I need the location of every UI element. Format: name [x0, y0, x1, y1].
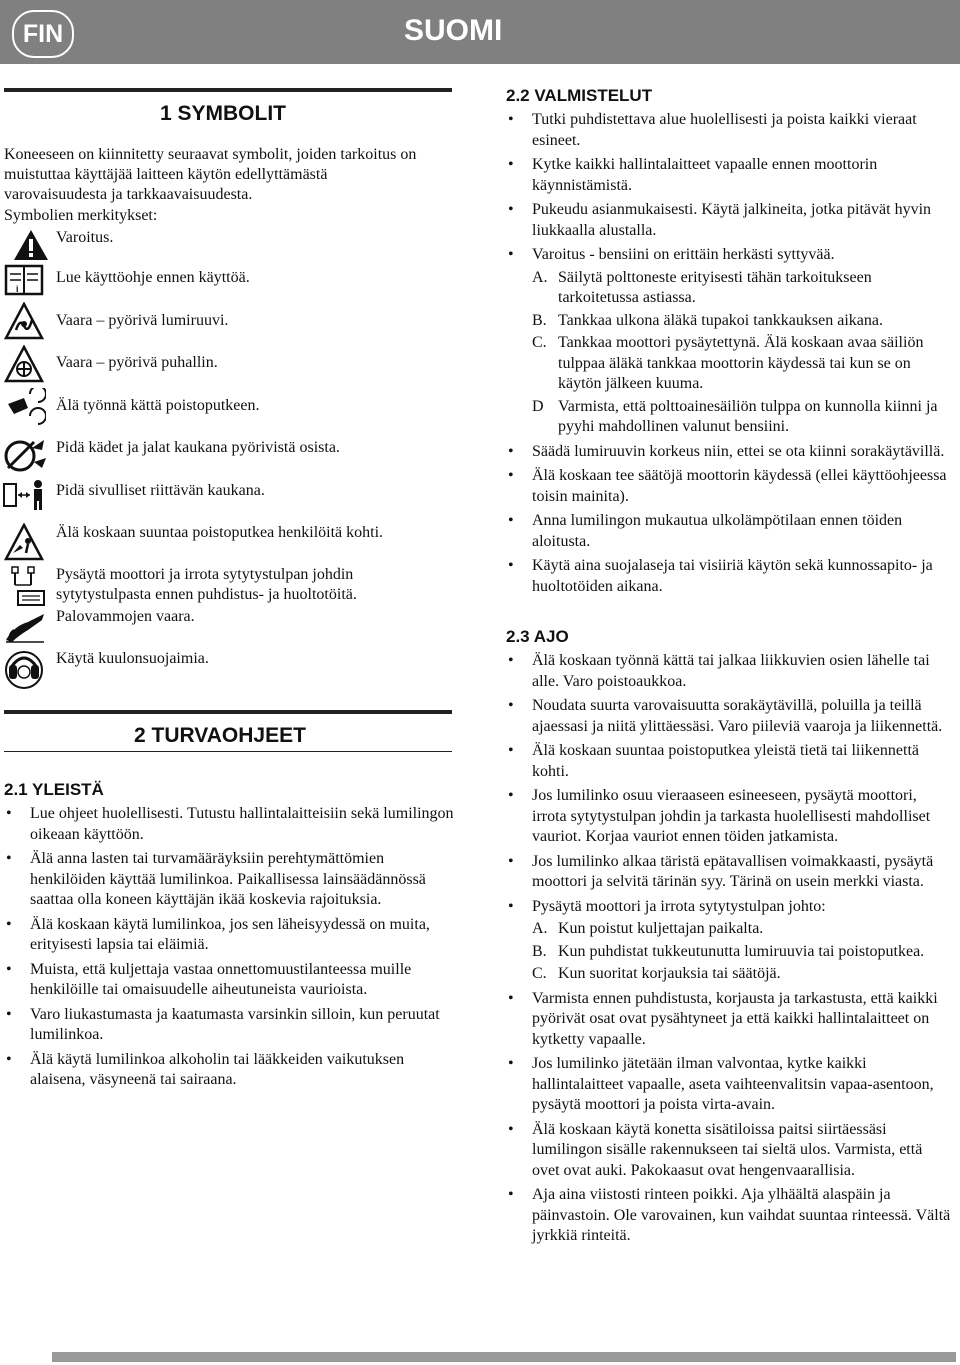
ajo-list [506, 651, 952, 1251]
language-title: SUOMI [404, 14, 503, 47]
sublist-text: Säilytä polttoneste erityisesti tähän tarkoitukseen tarkoitetussa astiassa. [558, 268, 872, 306]
sublist-text: Kun poistut kuljettajan paikalta. [558, 920, 764, 937]
sublist-text: Kun puhdistat tukkeutunutta lumiruuvia tai poistoputkea. [558, 942, 925, 960]
stop-engine-sublist [532, 919, 952, 985]
list-item: • Älä käytä lumilinkoa alkoholin tai lääkkeiden vaikutuksen alaisena, väsyneenä tai sairaana. [4, 1050, 454, 1091]
section1-rule [4, 88, 452, 92]
symbol-label-warning: Varoitus. [56, 229, 114, 246]
list-item: • Anna lumilingon mukautua ulkolämpötilaan ennen töiden aloitusta. [506, 511, 952, 552]
list-item: • Älä koskaan käytä lumilinkoa, jos sen läheisyydessä on muita, erityisesti lapsia tai eläimiä. [4, 915, 454, 956]
sublist-item [532, 311, 952, 332]
section1-intro: Koneeseen on kiinnitetty seuraavat symbolit, joiden tarkoitus on muistuttaa käyttäjää laitteen käytön edellyttämästä varovaisuudesta ja tarkkaavaisuudesta. [4, 146, 417, 203]
list-item-fuel-warning [506, 245, 952, 438]
section1-title: 1 SYMBOLIT [160, 102, 287, 125]
sublist-letter: D [532, 397, 544, 415]
list-item: • Jos lumilinko alkaa täristä epätavallisen voimakkaasti, pysäytä moottori ja selvitä tärinän syy. Tärinä on usein merkki viasta. [506, 852, 952, 893]
keep-bystanders-away-icon [2, 478, 48, 512]
symbol-label-spark-plug: Pysäytä moottori ja irrota sytytystulpan johdin sytytystulpasta ennen puhdistus- ja huoltotöitä. [56, 566, 357, 603]
list-item: • Älä koskaan tee säätöjä moottorin käydessä (ellei käyttöohjeessa toisin mainita). [506, 466, 952, 507]
list-item: • Älä anna lasten tai turvamääräyksiin perehtymättömien henkilöiden käyttää lumilinkoa. Paikallisessa lainsäädännössä saattaa olla koneen käyttäjän ikää koskevia rajoituksia. [4, 849, 454, 911]
list-item: • Noudata suurta varovaisuutta sorakäytävillä, poluilla ja teillä ajaessasi ja niitä ylittäessäsi. Varo piileviä vaaroja ja liikennettä. [506, 696, 952, 737]
sublist-text: Tankkaa ulkona äläkä tupakoi tankkauksen aikana. [558, 311, 883, 329]
sublist-letter: A. [532, 920, 548, 937]
fuel-warning-text: Varoitus - bensiini on erittäin herkästi syttyvää. [532, 246, 835, 263]
list-item: • Jos lumilinko jätetään ilman valvontaa, kytke kaikki hallintalaitteet vapaalle, aseta vaihteenvalitsin vapaa-asentoon, pysäytä moottori ja poista virta-avain. [506, 1054, 952, 1116]
list-item: • Pukeudu asianmukaisesti. Käytä jalkineita, jotka pitävät hyvin liukkaalla alustalla. [506, 200, 952, 241]
list-item: • Aja aina viistosti rinteen poikki. Aja ylhäältä alaspäin ja päinvastoin. Ole varovainen, kun vaihdat suuntaa rinteessä. Vältä jyrkkiä rinteitä. [506, 1185, 952, 1247]
warning-icon [12, 228, 50, 262]
manual-icon [4, 262, 44, 298]
list-item-stop-engine [506, 897, 952, 985]
sublist-item [532, 397, 952, 438]
list-item: • Käytä aina suojalaseja tai visiiriä käytön sekä kunnossapito- ja huoltotöiden aikana. [506, 556, 952, 597]
language-code-badge: FIN [12, 10, 74, 58]
sublist-item [532, 333, 952, 395]
sublist-item [532, 919, 952, 940]
svg-text:i: i [16, 284, 19, 294]
sublist-letter: C. [532, 965, 547, 982]
auger-danger-icon [4, 302, 44, 340]
symbol-label-bystanders: Pidä sivulliset riittävän kaukana. [56, 482, 265, 499]
sublist-letter: B. [532, 942, 547, 960]
sublist-item [532, 268, 952, 309]
header-bar [0, 0, 960, 64]
list-item: • Lue ohjeet huolellisesti. Tutustu hallintalaitteisiin sekä lumilingon oikeaan käyttöön. [4, 804, 454, 845]
symbol-label-chute-direction: Älä koskaan suuntaa poistoputkea henkilöitä kohti. [56, 524, 384, 541]
ajo-title: 2.3 AJO [506, 627, 569, 646]
symbol-label-impeller: Vaara – pyörivä puhallin. [56, 354, 218, 371]
stop-engine-text: Pysäytä moottori ja irrota sytytystulpan johto: [532, 897, 826, 915]
sublist-letter: A. [532, 268, 548, 286]
symbol-label-auger: Vaara – pyörivä lumiruuvi. [56, 312, 229, 329]
list-item: • Jos lumilinko osuu vieraaseen esineeseen, pysäytä moottori, irrota sytytystulpan johdin ja tarkasta huolellisesti mahdolliset vauriot. Korjaa vauriot ennen töiden jatkamista. [506, 786, 952, 848]
chute-direction-icon [4, 523, 44, 561]
ear-protection-icon [4, 648, 44, 690]
symbol-label-burn: Palovammojen vaara. [56, 608, 195, 625]
symbol-label-chute-hand: Älä työnnä kättä poistoputkeen. [56, 397, 260, 414]
valmistelut-list [506, 110, 952, 601]
sublist-item [532, 964, 952, 985]
sublist-text: Kun suoritat korjauksia tai säätöjä. [558, 965, 781, 982]
list-item: • Säädä lumiruuvin korkeus niin, ettei se ota kiinni sorakäytävillä. [506, 442, 952, 463]
sublist-letter: C. [532, 334, 547, 351]
yleista-title: 2.1 YLEISTÄ [4, 780, 104, 799]
sublist-text: Tankkaa moottori pysäytettynä. Älä koskaan avaa säiliön tulppaa äläkä tankkaa moottorin käydessä tai kun se on käytön jälkeen kuuma. [558, 334, 924, 392]
list-item: • Kytke kaikki hallintalaitteet vapaalle ennen moottorin käynnistämistä. [506, 155, 952, 196]
impeller-danger-icon [4, 345, 44, 383]
list-item: • Varo liukastumasta ja kaatumasta varsinkin silloin, kun peruutat lumilinkoa. [4, 1005, 454, 1046]
footer-bar [52, 1352, 956, 1362]
symbol-meaning-label: Symbolien merkitykset: [4, 207, 158, 224]
sublist-text: Varmista, että polttoainesäiliön tulppa on kunnolla kiinni ja pyyhi mahdollinen valunut bensiini. [558, 397, 938, 435]
symbol-label-ear: Käytä kuulonsuojaimia. [56, 650, 209, 667]
list-item: • Varmista ennen puhdistusta, korjausta ja tarkastusta, että kaikki pyörivät osat ovat pysähtyneet ja että kaikki hallintalaitteet on kytketty vapaalle. [506, 989, 952, 1051]
list-item: • Muista, että kuljettaja vastaa onnettomuustilanteessa muille henkilöille tai omaisuudelle aiheutuneista vaurioista. [4, 960, 454, 1001]
sublist-letter: B. [532, 311, 547, 329]
list-item: • Älä koskaan suuntaa poistoputkea yleistä tietä tai liikennettä kohti. [506, 741, 952, 782]
section2-rule [4, 710, 452, 714]
no-hand-in-chute-icon [4, 388, 46, 434]
sublist-item [532, 942, 952, 963]
list-item: • Älä koskaan käytä konetta sisätiloissa paitsi siirtäessäsi lumilingon sisälle rakennukseen tai sieltä ulos. Varmista, että ovet ovat auki. Pakokaasut ovat hengenvaarallisia. [506, 1120, 952, 1182]
yleista-list [4, 804, 454, 1095]
section2-title-underline [4, 751, 452, 752]
valmistelut-title: 2.2 VALMISTELUT [506, 86, 653, 105]
spark-plug-icon [6, 565, 48, 607]
fuel-sublist [532, 268, 952, 438]
symbol-label-manual: Lue käyttöohje ennen käyttöä. [56, 269, 250, 286]
burn-hazard-icon [4, 608, 46, 644]
section2-title: 2 TURVAOHJEET [134, 724, 306, 747]
symbol-label-hands-feet: Pidä kädet ja jalat kaukana pyörivistä osista. [56, 439, 340, 456]
keep-hands-feet-away-icon [2, 434, 46, 474]
list-item: • Tutki puhdistettava alue huolellisesti ja poista kaikki vieraat esineet. [506, 110, 952, 151]
list-item: • Älä koskaan työnnä kättä tai jalkaa liikkuvien osien lähelle tai alle. Varo poistoaukkoa. [506, 651, 952, 692]
